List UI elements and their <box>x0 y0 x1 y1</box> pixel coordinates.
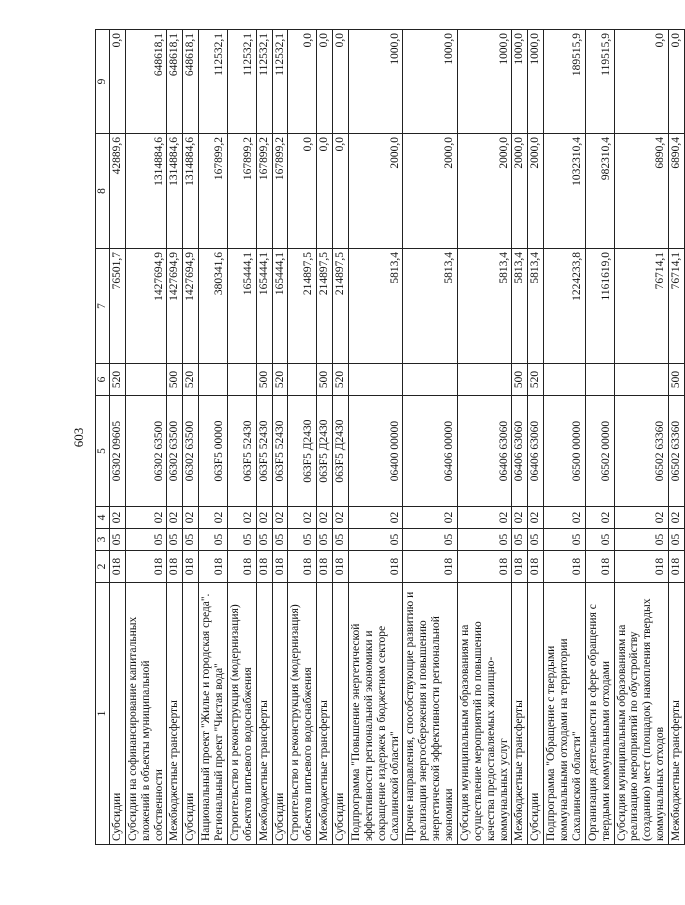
row-target-article-cell: 06406 63060 <box>512 396 528 507</box>
row-amount-cell: 214897,5 <box>333 249 349 364</box>
row-code-cell: 018 <box>585 551 614 583</box>
row-amount-cell: 167899,2 <box>272 134 288 249</box>
row-amount-cell: 1314884,6 <box>167 134 183 249</box>
row-expense-type-cell <box>585 364 614 396</box>
row-section-cell: 05 <box>512 529 528 551</box>
row-section-cell: 05 <box>669 529 685 551</box>
row-subsection-cell: 02 <box>403 507 458 529</box>
row-amount-cell: 165444,1 <box>227 249 256 364</box>
row-target-article-cell: 06302 63500 <box>125 396 167 507</box>
row-section-cell: 05 <box>167 529 183 551</box>
row-amount-cell: 1427694,9 <box>183 249 199 364</box>
row-subsection-cell: 02 <box>125 507 167 529</box>
row-target-article-cell: 063F5 00000 <box>199 396 228 507</box>
row-name-cell: Национальный проект "Жилье и городская среда". Региональный проект "Чистая вода" <box>199 583 228 845</box>
row-target-article-cell: 063F5 Д2430 <box>317 396 333 507</box>
row-amount-cell: 5813,4 <box>348 249 403 364</box>
row-name-cell: Межбюджетные трансферты <box>256 583 272 845</box>
row-amount-cell: 5813,4 <box>457 249 512 364</box>
row-expense-type-cell: 520 <box>333 364 349 396</box>
row-code-cell: 018 <box>109 551 125 583</box>
row-section-cell: 05 <box>403 529 458 551</box>
row-target-article-cell: 06302 09605 <box>109 396 125 507</box>
row-subsection-cell: 02 <box>167 507 183 529</box>
row-amount-cell: 112532,1 <box>272 30 288 134</box>
row-amount-cell: 2000,0 <box>528 134 544 249</box>
row-amount-cell: 42889,6 <box>109 134 125 249</box>
row-amount-cell: 1314884,6 <box>183 134 199 249</box>
row-amount-cell: 5813,4 <box>512 249 528 364</box>
column-header: 5 <box>96 396 110 507</box>
row-subsection-cell: 02 <box>288 507 317 529</box>
column-header: 9 <box>96 30 110 134</box>
row-subsection-cell: 02 <box>457 507 512 529</box>
row-expense-type-cell <box>614 364 669 396</box>
row-code-cell: 018 <box>167 551 183 583</box>
row-amount-cell: 5813,4 <box>403 249 458 364</box>
table-row <box>669 30 685 845</box>
row-section-cell: 05 <box>272 529 288 551</box>
row-code-cell: 018 <box>183 551 199 583</box>
row-code-cell: 018 <box>528 551 544 583</box>
table-row <box>199 30 228 845</box>
row-expense-type-cell <box>457 364 512 396</box>
row-amount-cell: 0,0 <box>109 30 125 134</box>
column-header: 6 <box>96 364 110 396</box>
row-code-cell: 018 <box>227 551 256 583</box>
row-section-cell: 05 <box>528 529 544 551</box>
row-amount-cell: 1000,0 <box>403 30 458 134</box>
table-row <box>585 30 614 845</box>
column-header: 1 <box>96 583 110 845</box>
row-name-cell: Субсидии <box>333 583 349 845</box>
table-row <box>512 30 528 845</box>
row-target-article-cell: 06502 63360 <box>669 396 685 507</box>
row-expense-type-cell: 520 <box>528 364 544 396</box>
row-section-cell: 05 <box>333 529 349 551</box>
row-section-cell: 05 <box>256 529 272 551</box>
row-name-cell: Межбюджетные трансферты <box>167 583 183 845</box>
row-subsection-cell: 02 <box>348 507 403 529</box>
row-code-cell: 018 <box>125 551 167 583</box>
row-target-article-cell: 063F5 52430 <box>256 396 272 507</box>
row-amount-cell: 982310,4 <box>585 134 614 249</box>
table-row <box>288 30 317 845</box>
row-expense-type-cell <box>544 364 586 396</box>
row-section-cell: 05 <box>585 529 614 551</box>
row-section-cell: 05 <box>227 529 256 551</box>
row-expense-type-cell: 500 <box>167 364 183 396</box>
row-amount-cell: 648618,1 <box>125 30 167 134</box>
row-amount-cell: 0,0 <box>614 30 669 134</box>
row-amount-cell: 2000,0 <box>403 134 458 249</box>
table-row <box>167 30 183 845</box>
row-amount-cell: 6890,4 <box>669 134 685 249</box>
row-code-cell: 018 <box>512 551 528 583</box>
column-header: 4 <box>96 507 110 529</box>
row-section-cell: 05 <box>125 529 167 551</box>
row-name-cell: Подпрограмма "Обращение с твердыми коммунальными отходами на территории Сахалинской области" <box>544 583 586 845</box>
row-amount-cell: 112532,1 <box>256 30 272 134</box>
row-expense-type-cell <box>199 364 228 396</box>
row-expense-type-cell: 500 <box>317 364 333 396</box>
row-expense-type-cell <box>348 364 403 396</box>
row-amount-cell: 76714,1 <box>669 249 685 364</box>
row-section-cell: 05 <box>317 529 333 551</box>
row-subsection-cell: 02 <box>512 507 528 529</box>
table-row <box>457 30 512 845</box>
row-code-cell: 018 <box>199 551 228 583</box>
row-name-cell: Субсидии на софинансирование капитальных вложений в объекты муниципальной собственности <box>125 583 167 845</box>
row-target-article-cell: 063F5 Д2430 <box>288 396 317 507</box>
row-code-cell: 018 <box>403 551 458 583</box>
row-name-cell: Субсидия муниципальным образованиям на осуществление мероприятий по повышению качества предоставляемых жилищно-коммунальных услуг <box>457 583 512 845</box>
row-amount-cell: 112532,1 <box>199 30 228 134</box>
row-amount-cell: 0,0 <box>317 134 333 249</box>
row-subsection-cell: 02 <box>183 507 199 529</box>
column-header: 8 <box>96 134 110 249</box>
row-subsection-cell: 02 <box>544 507 586 529</box>
row-amount-cell: 214897,5 <box>288 249 317 364</box>
row-expense-type-cell <box>125 364 167 396</box>
row-subsection-cell: 02 <box>272 507 288 529</box>
row-amount-cell: 214897,5 <box>317 249 333 364</box>
row-section-cell: 05 <box>109 529 125 551</box>
row-target-article-cell: 06400 00000 <box>348 396 403 507</box>
row-amount-cell: 380341,6 <box>199 249 228 364</box>
row-expense-type-cell: 500 <box>669 364 685 396</box>
row-name-cell: Межбюджетные трансферты <box>669 583 685 845</box>
row-code-cell: 018 <box>614 551 669 583</box>
table-row <box>183 30 199 845</box>
row-section-cell: 05 <box>288 529 317 551</box>
row-expense-type-cell: 520 <box>183 364 199 396</box>
table-row <box>272 30 288 845</box>
row-section-cell: 05 <box>183 529 199 551</box>
row-target-article-cell: 06406 63060 <box>528 396 544 507</box>
row-amount-cell: 1032310,4 <box>544 134 586 249</box>
row-target-article-cell: 063F5 52430 <box>272 396 288 507</box>
row-target-article-cell: 06500 00000 <box>544 396 586 507</box>
row-code-cell: 018 <box>333 551 349 583</box>
row-amount-cell: 2000,0 <box>457 134 512 249</box>
row-expense-type-cell <box>288 364 317 396</box>
row-subsection-cell: 02 <box>614 507 669 529</box>
rotated-content <box>65 30 682 845</box>
row-subsection-cell: 02 <box>109 507 125 529</box>
row-name-cell: Организация деятельности в сфере обращения с твердыми коммунальными отходами <box>585 583 614 845</box>
row-target-article-cell: 06502 00000 <box>585 396 614 507</box>
column-header: 7 <box>96 249 110 364</box>
row-section-cell: 05 <box>457 529 512 551</box>
row-code-cell: 018 <box>457 551 512 583</box>
row-target-article-cell: 06302 63500 <box>183 396 199 507</box>
row-code-cell: 018 <box>348 551 403 583</box>
row-amount-cell: 0,0 <box>333 134 349 249</box>
row-code-cell: 018 <box>669 551 685 583</box>
column-header: 3 <box>96 529 110 551</box>
row-name-cell: Субсидии <box>528 583 544 845</box>
row-target-article-cell: 063F5 Д2430 <box>333 396 349 507</box>
row-amount-cell: 76501,7 <box>109 249 125 364</box>
row-name-cell: Субсидии <box>109 583 125 845</box>
row-target-article-cell: 06302 63500 <box>167 396 183 507</box>
table-row <box>528 30 544 845</box>
row-amount-cell: 1000,0 <box>512 30 528 134</box>
row-amount-cell: 648618,1 <box>183 30 199 134</box>
column-header: 2 <box>96 551 110 583</box>
row-subsection-cell: 02 <box>199 507 228 529</box>
row-amount-cell: 0,0 <box>669 30 685 134</box>
table-row <box>109 30 125 845</box>
row-expense-type-cell: 500 <box>256 364 272 396</box>
row-target-article-cell: 063F5 52430 <box>227 396 256 507</box>
row-amount-cell: 165444,1 <box>272 249 288 364</box>
page-number: 603 <box>71 427 86 448</box>
row-target-article-cell: 06502 63360 <box>614 396 669 507</box>
row-amount-cell: 5813,4 <box>528 249 544 364</box>
budget-table <box>95 29 685 845</box>
row-code-cell: 018 <box>317 551 333 583</box>
row-name-cell: Межбюджетные трансферты <box>512 583 528 845</box>
row-amount-cell: 76714,1 <box>614 249 669 364</box>
row-amount-cell: 167899,2 <box>227 134 256 249</box>
row-amount-cell: 2000,0 <box>512 134 528 249</box>
row-amount-cell: 648618,1 <box>167 30 183 134</box>
table-row <box>544 30 586 845</box>
row-amount-cell: 1427694,9 <box>125 249 167 364</box>
row-expense-type-cell <box>403 364 458 396</box>
row-amount-cell: 1000,0 <box>528 30 544 134</box>
row-expense-type-cell: 520 <box>272 364 288 396</box>
row-amount-cell: 0,0 <box>288 134 317 249</box>
row-subsection-cell: 02 <box>333 507 349 529</box>
table-row <box>348 30 403 845</box>
row-amount-cell: 119515,9 <box>585 30 614 134</box>
row-amount-cell: 6890,4 <box>614 134 669 249</box>
row-name-cell: Подпрограмма "Повышение энергетической эффективности региональной экономики и сокращение издержек в бюджетном секторе Сахалинской области" <box>348 583 403 845</box>
row-expense-type-cell: 500 <box>512 364 528 396</box>
row-subsection-cell: 02 <box>585 507 614 529</box>
row-name-cell: Субсидия муниципальным образованиям на реализацию мероприятий по обустройству (созданию) мест (площадок) накопления твердых коммунальных отходов <box>614 583 669 845</box>
row-amount-cell: 1427694,9 <box>167 249 183 364</box>
row-amount-cell: 1161619,0 <box>585 249 614 364</box>
table-row <box>317 30 333 845</box>
row-section-cell: 05 <box>544 529 586 551</box>
row-subsection-cell: 02 <box>227 507 256 529</box>
table-row <box>256 30 272 845</box>
row-amount-cell: 1314884,6 <box>125 134 167 249</box>
table-row <box>614 30 669 845</box>
row-amount-cell: 2000,0 <box>348 134 403 249</box>
row-subsection-cell: 02 <box>256 507 272 529</box>
table-row <box>333 30 349 845</box>
row-amount-cell: 112532,1 <box>227 30 256 134</box>
row-section-cell: 05 <box>614 529 669 551</box>
row-code-cell: 018 <box>544 551 586 583</box>
row-name-cell: Прочие направления, способствующие развитию и реализации энергосбережения и повышению энергетической эффективности региональной экономики <box>403 583 458 845</box>
row-amount-cell: 165444,1 <box>256 249 272 364</box>
row-target-article-cell: 06406 63060 <box>457 396 512 507</box>
row-name-cell: Межбюджетные трансферты <box>317 583 333 845</box>
table-row <box>227 30 256 845</box>
row-name-cell: Субсидии <box>183 583 199 845</box>
row-subsection-cell: 02 <box>669 507 685 529</box>
row-amount-cell: 0,0 <box>333 30 349 134</box>
row-amount-cell: 167899,2 <box>256 134 272 249</box>
row-code-cell: 018 <box>288 551 317 583</box>
row-code-cell: 018 <box>256 551 272 583</box>
row-subsection-cell: 02 <box>528 507 544 529</box>
row-name-cell: Строительство и реконструкция (модернизация) объектов питьевого водоснабжения <box>227 583 256 845</box>
table-row <box>125 30 167 845</box>
row-code-cell: 018 <box>272 551 288 583</box>
row-expense-type-cell: 520 <box>109 364 125 396</box>
row-amount-cell: 1000,0 <box>348 30 403 134</box>
row-target-article-cell: 06406 00000 <box>403 396 458 507</box>
row-expense-type-cell <box>227 364 256 396</box>
row-amount-cell: 1224233,8 <box>544 249 586 364</box>
row-amount-cell: 189515,9 <box>544 30 586 134</box>
row-subsection-cell: 02 <box>317 507 333 529</box>
row-section-cell: 05 <box>199 529 228 551</box>
row-amount-cell: 1000,0 <box>457 30 512 134</box>
row-amount-cell: 0,0 <box>288 30 317 134</box>
row-section-cell: 05 <box>348 529 403 551</box>
row-name-cell: Строительство и реконструкция (модернизация) объектов питьевого водоснабжения <box>288 583 317 845</box>
row-amount-cell: 167899,2 <box>199 134 228 249</box>
header-row <box>96 30 110 845</box>
row-amount-cell: 0,0 <box>317 30 333 134</box>
row-name-cell: Субсидии <box>272 583 288 845</box>
table-row <box>403 30 458 845</box>
